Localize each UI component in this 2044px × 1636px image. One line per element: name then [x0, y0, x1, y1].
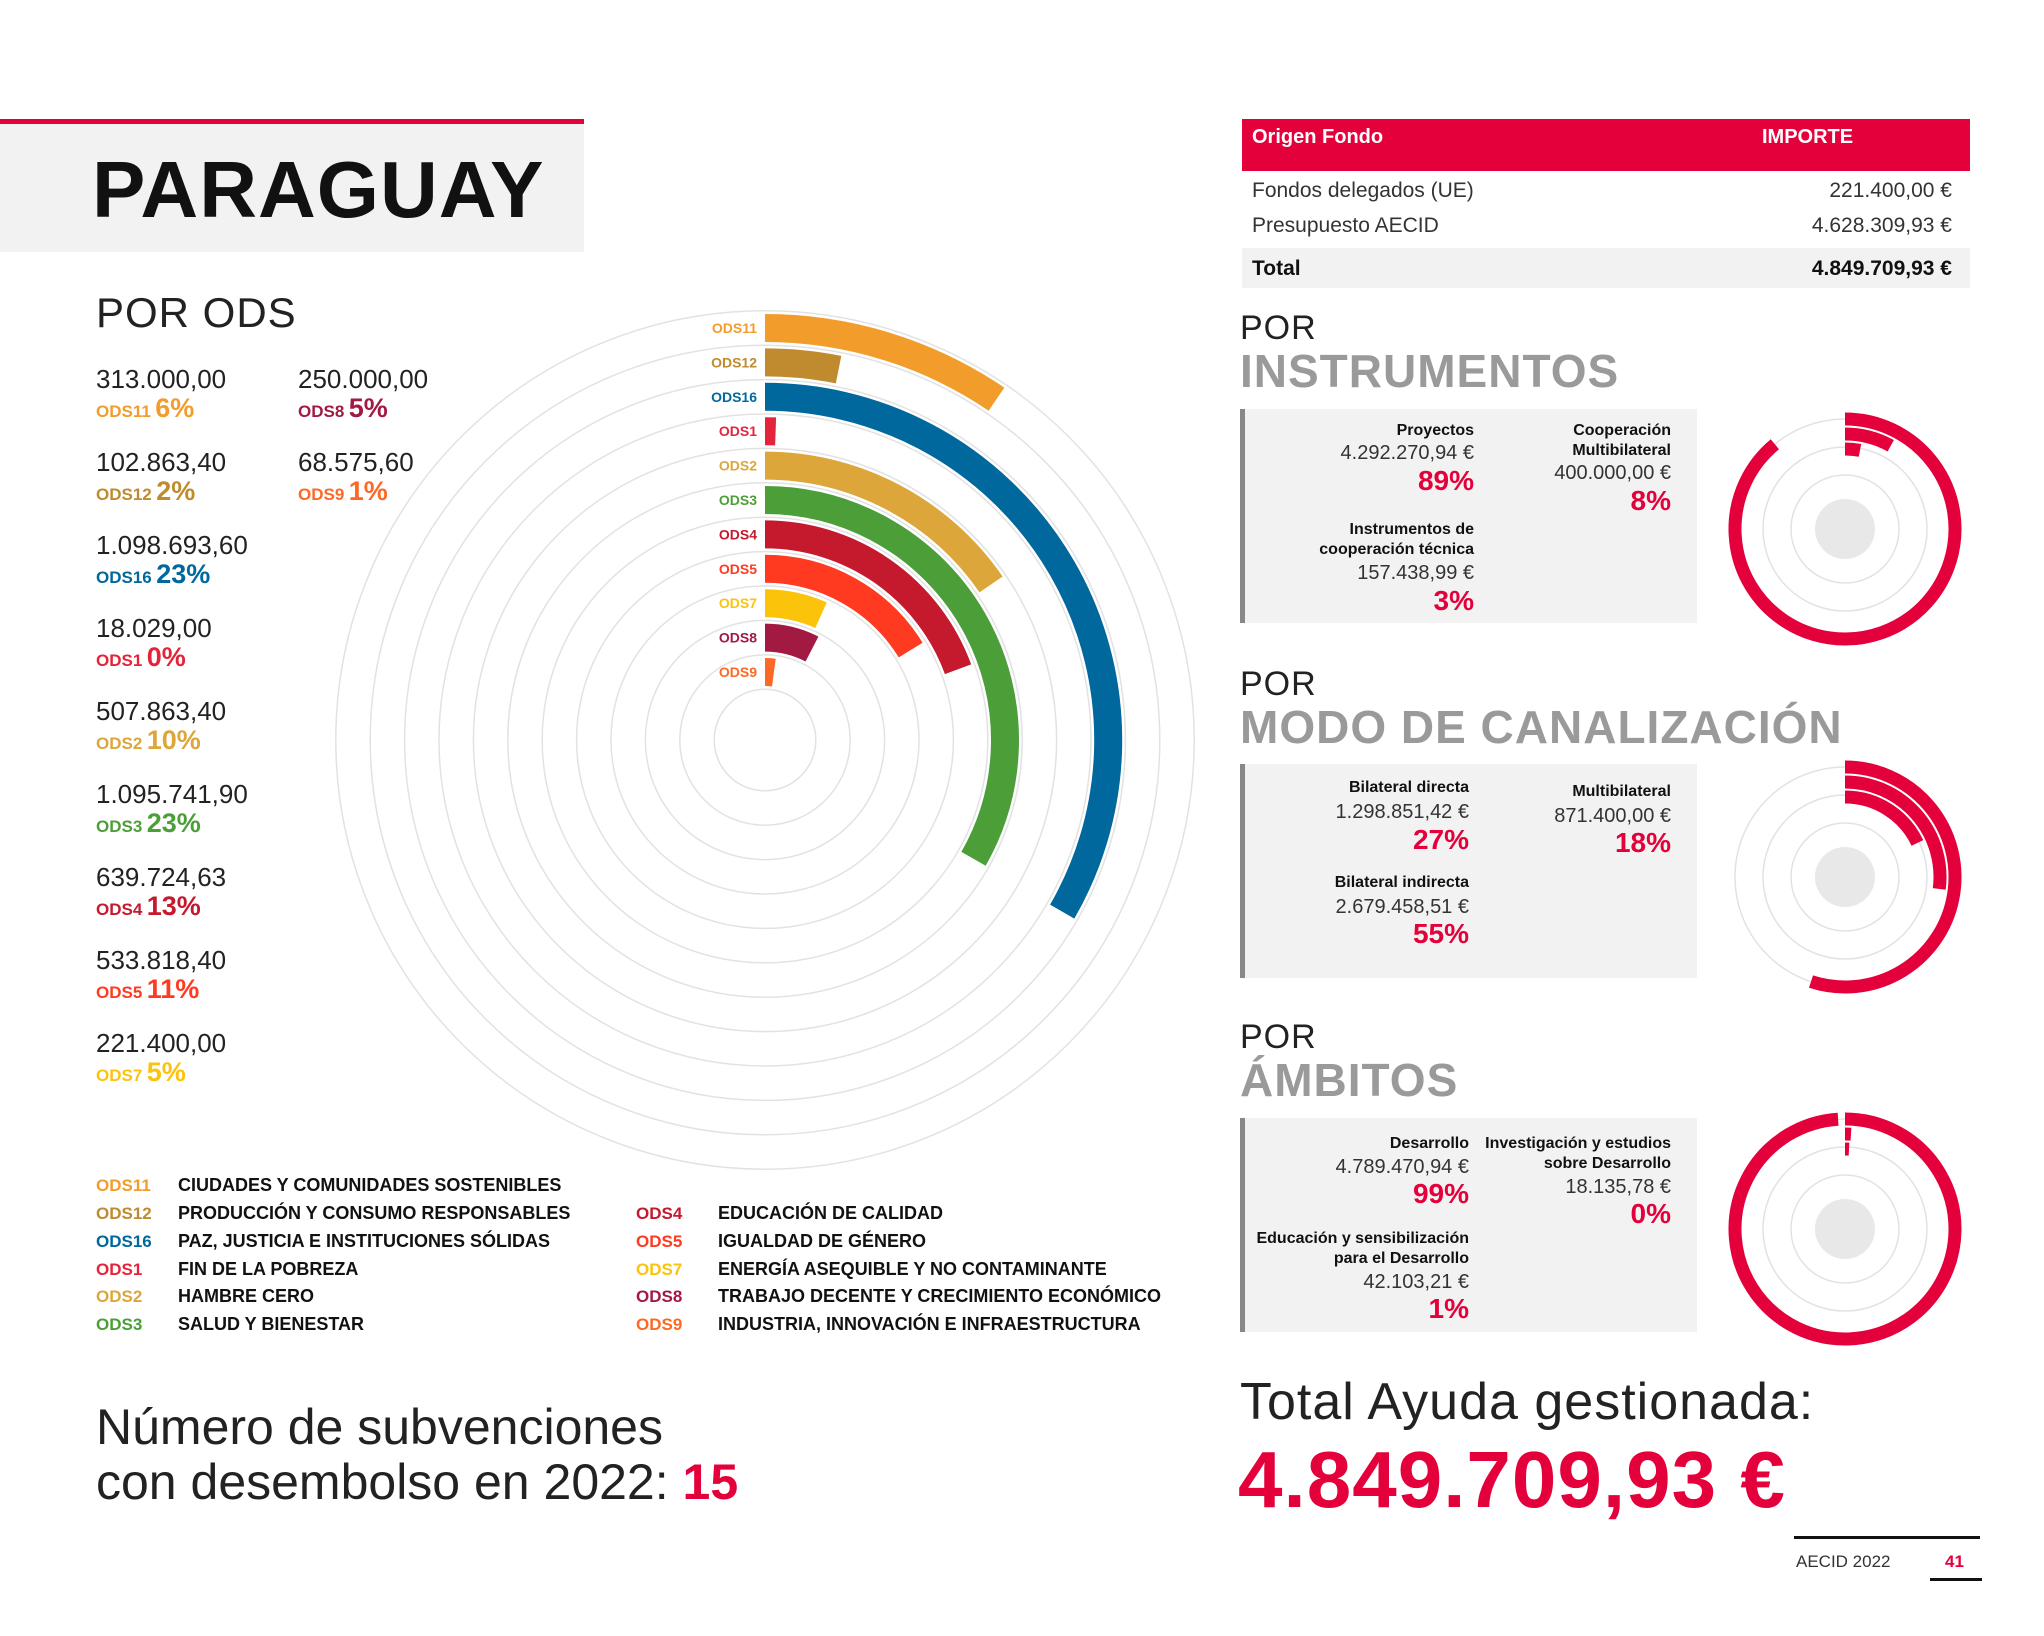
table-row-origin: Presupuesto AECID	[1252, 214, 1439, 237]
legend-name: PRODUCCIÓN Y CONSUMO RESPONSABLES	[178, 1203, 571, 1223]
canalizacion-item-percent: 27%	[1412, 824, 1469, 855]
legend-code: ODS7	[636, 1260, 683, 1279]
ambitos-item-value: 18.135,78 €	[1565, 1176, 1671, 1198]
ods-code: ODS1	[96, 651, 143, 670]
ods-amount: 68.575,60	[298, 447, 414, 477]
ambitos-item-label: Investigación y estudios sobre Desarrollo	[1485, 1135, 1671, 1172]
legend-code: ODS16	[96, 1232, 152, 1251]
legend-name: HAMBRE CERO	[178, 1286, 315, 1306]
section-title-instrumentos: INSTRUMENTOS	[1240, 345, 1620, 397]
legend-code: ODS4	[636, 1204, 683, 1223]
ods-radial-label: ODS11	[711, 320, 757, 336]
legend-code: ODS5	[636, 1232, 683, 1251]
ods-amount: 250.000,00	[298, 364, 429, 394]
ods-percent: 5%	[146, 1057, 186, 1087]
ods-code: ODS16	[96, 568, 152, 587]
total-aid-label: Total Ayuda gestionada:	[1240, 1373, 1815, 1431]
ods-percent: 0%	[146, 642, 186, 672]
ambitos-item-label: Desarrollo	[1389, 1135, 1469, 1152]
ambitos-item-percent: 0%	[1630, 1198, 1671, 1229]
ods-amount: 1.098.693,60	[96, 530, 248, 560]
ods-radial-bar-ods7	[765, 603, 821, 615]
canalizacion-item-percent: 55%	[1412, 918, 1469, 949]
section-title-ambitos: ÁMBITOS	[1240, 1054, 1459, 1106]
instrumentos-item-label: Cooperación Multibilateral	[1572, 422, 1671, 459]
donut-hub	[1815, 847, 1875, 907]
ods-percent: 5%	[348, 393, 388, 423]
legend-code: ODS11	[96, 1176, 151, 1195]
footer-label: AECID 2022	[1796, 1552, 1891, 1571]
ods-radial-label: ODS12	[711, 354, 757, 371]
page-number-underline	[1930, 1578, 1982, 1581]
legend-name: SALUD Y BIENESTAR	[178, 1314, 365, 1334]
legend-name: PAZ, JUSTICIA E INSTITUCIONES SÓLIDAS	[178, 1231, 551, 1251]
instrumentos-item-percent: 3%	[1433, 585, 1474, 616]
ods-code: ODS8	[298, 402, 345, 421]
ods-percent: 1%	[348, 476, 388, 506]
ambitos-radial-donut	[1720, 1104, 1970, 1354]
ods-radial-bar-ods9	[765, 672, 774, 673]
ods-percent: 13%	[146, 891, 201, 921]
page-number: 41	[1945, 1552, 1964, 1571]
ods-radial-label: ODS9	[718, 664, 757, 680]
grants-line-2: con desembolso en 2022:	[96, 1454, 669, 1510]
grants-statement	[96, 1400, 738, 1510]
ods-radial-label: ODS8	[718, 629, 757, 646]
ods-code: ODS5	[96, 983, 143, 1002]
footer-rule	[1794, 1536, 1980, 1539]
legend-code: ODS1	[96, 1260, 143, 1279]
grants-count: 15	[682, 1454, 739, 1510]
ods-amount: 1.095.741,90	[96, 779, 248, 809]
donut-hub	[1815, 1199, 1875, 1259]
table-row-amount: 221.400,00 €	[1829, 179, 1952, 202]
ods-code: ODS11	[96, 402, 151, 421]
ods-radial-label: ODS5	[718, 560, 757, 577]
legend-code: ODS9	[636, 1315, 683, 1334]
ods-radial-bar-ods12	[765, 362, 839, 369]
instrumentos-item-value: 157.438,99 €	[1357, 562, 1474, 584]
table-row-amount: 4.628.309,93 €	[1811, 214, 1952, 237]
ods-radial-bars	[765, 328, 1108, 912]
canalizacion-item-label: Bilateral directa	[1348, 779, 1469, 796]
legend-name: TRABAJO DECENTE Y CRECIMIENTO ECONÓMICO	[718, 1286, 1162, 1306]
col-origin-header: Origen Fondo	[1252, 126, 1384, 148]
canalizacion-radial-donut	[1720, 752, 1970, 1002]
ods-percent: 11%	[146, 974, 200, 1004]
donut-hub	[1815, 499, 1875, 559]
legend-name: CIUDADES Y COMUNIDADES SOSTENIBLES	[178, 1175, 562, 1195]
canalizacion-item-value: 871.400,00 €	[1554, 805, 1671, 827]
ods-amount: 221.400,00	[96, 1028, 227, 1058]
ods-radial-bar-ods8	[765, 638, 812, 649]
ambitos-item-value: 4.789.470,94 €	[1335, 1156, 1469, 1178]
ods-amount: 533.818,40	[96, 945, 227, 975]
ods-amount: 18.029,00	[96, 613, 212, 643]
legend-name: FIN DE LA POBREZA	[178, 1259, 359, 1279]
legend-name: INDUSTRIA, INNOVACIÓN E INFRAESTRUCTURA	[718, 1314, 1141, 1334]
instrumentos-item-label: Instrumentos de cooperación técnica	[1319, 521, 1474, 558]
ods-amount: 639.724,63	[96, 862, 227, 892]
ods-amount: 507.863,40	[96, 696, 227, 726]
ods-code: ODS9	[298, 485, 345, 504]
canalizacion-item-value: 1.298.851,42 €	[1335, 801, 1469, 823]
canalizacion-item-label: Multibilateral	[1572, 783, 1671, 800]
ods-amount: 313.000,00	[96, 364, 227, 394]
section-por-label: POR	[1240, 1018, 1317, 1056]
section-title-canalizacion: MODO DE CANALIZACIÓN	[1240, 701, 1843, 753]
ods-code: ODS3	[96, 817, 143, 836]
legend-name: ENERGÍA ASEQUIBLE Y NO CONTAMINANTE	[718, 1259, 1107, 1279]
ods-percent: 2%	[156, 476, 196, 506]
radial-grid-ring	[714, 689, 816, 791]
ambitos-item-value: 42.103,21 €	[1363, 1271, 1469, 1293]
legend-code: ODS12	[96, 1204, 152, 1223]
ods-radial-label: ODS2	[718, 457, 757, 474]
canalizacion-item-label: Bilateral indirecta	[1334, 874, 1469, 891]
legend-code: ODS8	[636, 1287, 683, 1306]
ods-percent: 6%	[155, 393, 195, 423]
instrumentos-item-percent: 89%	[1417, 465, 1474, 496]
ambitos-item-label: Educación y sensibilización para el Desarrollo	[1256, 1230, 1469, 1267]
table-total-label: Total	[1252, 257, 1301, 280]
ods-code: ODS4	[96, 900, 143, 919]
canalizacion-item-value: 2.679.458,51 €	[1335, 896, 1469, 918]
ods-code: ODS12	[96, 485, 152, 504]
ods-radial-label: ODS3	[718, 492, 757, 508]
ambitos-item-percent: 99%	[1412, 1178, 1469, 1209]
legend-code: ODS2	[96, 1287, 143, 1306]
ods-radial-label: ODS7	[718, 595, 757, 612]
ods-percent: 23%	[146, 808, 201, 838]
radial-grid-ring	[645, 620, 884, 859]
grants-line-1: Número de subvenciones	[96, 1399, 663, 1455]
ods-amount: 102.863,40	[96, 447, 227, 477]
section-por-label: POR	[1240, 309, 1317, 347]
ods-percent: 10%	[146, 725, 201, 755]
legend-code: ODS3	[96, 1315, 143, 1334]
donut-arc	[1845, 449, 1860, 450]
ods-heading: POR ODS	[96, 289, 297, 336]
legend-name: IGUALDAD DE GÉNERO	[718, 1231, 927, 1251]
ods-radial-label: ODS1	[718, 423, 757, 440]
section-por-label: POR	[1240, 665, 1317, 703]
instrumentos-radial-donut	[1720, 404, 1970, 654]
instrumentos-item-label: Proyectos	[1396, 422, 1474, 439]
radial-grid-ring	[611, 586, 919, 894]
page-title: PARAGUAY	[92, 145, 545, 234]
total-aid-value: 4.849.709,93 €	[1238, 1435, 1786, 1524]
ods-code: ODS2	[96, 734, 143, 753]
instrumentos-item-percent: 8%	[1630, 485, 1671, 516]
ods-code: ODS7	[96, 1066, 143, 1085]
ods-radial-label: ODS16	[711, 388, 757, 405]
col-amount-header: IMPORTE	[1762, 126, 1854, 148]
ods-radial-labels	[711, 320, 757, 680]
table-row-origin: Fondos delegados (UE)	[1252, 179, 1474, 202]
instrumentos-item-value: 400.000,00 €	[1554, 462, 1671, 484]
table-total-amount: 4.849.709,93 €	[1811, 257, 1952, 280]
ods-percent: 23%	[156, 559, 211, 589]
instrumentos-item-value: 4.292.270,94 €	[1340, 442, 1474, 464]
ods-radial-label: ODS4	[718, 526, 757, 543]
legend-name: EDUCACIÓN DE CALIDAD	[718, 1203, 943, 1223]
canalizacion-item-percent: 18%	[1614, 827, 1671, 858]
radial-grid-ring	[542, 517, 988, 963]
ambitos-item-percent: 1%	[1428, 1293, 1469, 1324]
